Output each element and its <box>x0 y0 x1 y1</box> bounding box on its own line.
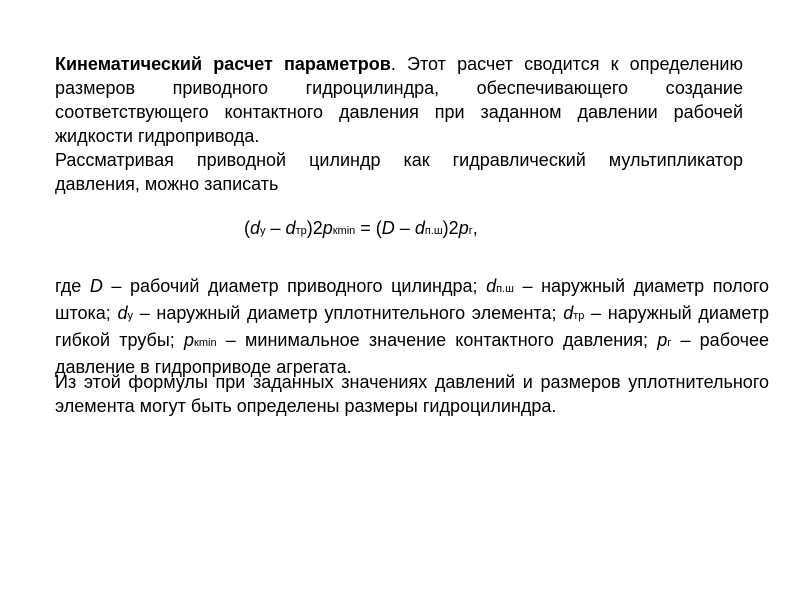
definition-subscript: п.ш <box>496 283 514 295</box>
definition-subscript: кmin <box>194 337 217 349</box>
formula-subscript: г <box>468 225 473 237</box>
definition-var: p <box>657 330 668 350</box>
formula-part: – <box>265 218 286 238</box>
conclusion-text: Из этой формулы при заданных значениях давлений и размеров уплотнительного элемента могут быть определены размеры гидроцилиндра. <box>55 372 769 416</box>
definition-text: – наружный диаметр гибкой трубы; <box>55 303 770 350</box>
paragraph-definitions <box>55 274 769 379</box>
definition-text: – наружный диаметр уплотнительного элемента; <box>133 303 564 323</box>
section-heading: Кинематический расчет параметров <box>55 54 391 74</box>
multiplier-text: Рассматривая приводной цилиндр как гидравлический мультипликатор давления, можно записать <box>55 150 743 194</box>
formula-var: d <box>285 218 296 238</box>
definition-var: p <box>184 330 195 350</box>
paragraph-multiplier <box>55 148 743 196</box>
definition-subscript: тр <box>573 310 585 322</box>
formula-subscript: п.ш <box>424 225 443 237</box>
definition-var: d <box>117 303 128 323</box>
formula <box>244 216 478 243</box>
formula-var: d <box>414 218 425 238</box>
formula-part: )2 <box>442 218 459 238</box>
formula-part: = ( <box>355 218 382 238</box>
formula-part: )2 <box>306 218 323 238</box>
definition-var: d <box>486 276 497 296</box>
definition-text: – рабочий диаметр приводного цилиндра; <box>102 276 487 296</box>
definition-var: D <box>89 276 103 296</box>
formula-var: d <box>250 218 261 238</box>
formula-var: D <box>381 218 395 238</box>
paragraph-conclusion <box>55 370 769 418</box>
formula-subscript: кmin <box>332 225 356 237</box>
formula-part: , <box>472 218 478 238</box>
definition-text: – минимальное значение контактного давления; <box>216 330 658 350</box>
definition-subscript: г <box>667 337 672 349</box>
definition-var: d <box>563 303 574 323</box>
paragraph-intro <box>55 52 743 148</box>
definition-subscript: у <box>127 310 133 322</box>
formula-subscript: тр <box>295 225 307 237</box>
formula-part: – <box>394 218 415 238</box>
definition-text: – рабочее давление в гидроприводе агрегата. <box>55 330 770 377</box>
definition-text: где <box>55 276 90 296</box>
formula-var: p <box>322 218 333 238</box>
intro-text: . Этот расчет сводится к определению размеров приводного гидроцилиндра, обеспечивающего создание соответствующего контактного давления при заданном давлении рабочей жидкости гидропривода. <box>55 54 743 146</box>
formula-part: ( <box>244 218 250 238</box>
formula-subscript: у <box>260 225 266 237</box>
definition-text: – наружный диаметр полого штока; <box>55 276 769 323</box>
formula-var: p <box>458 218 469 238</box>
